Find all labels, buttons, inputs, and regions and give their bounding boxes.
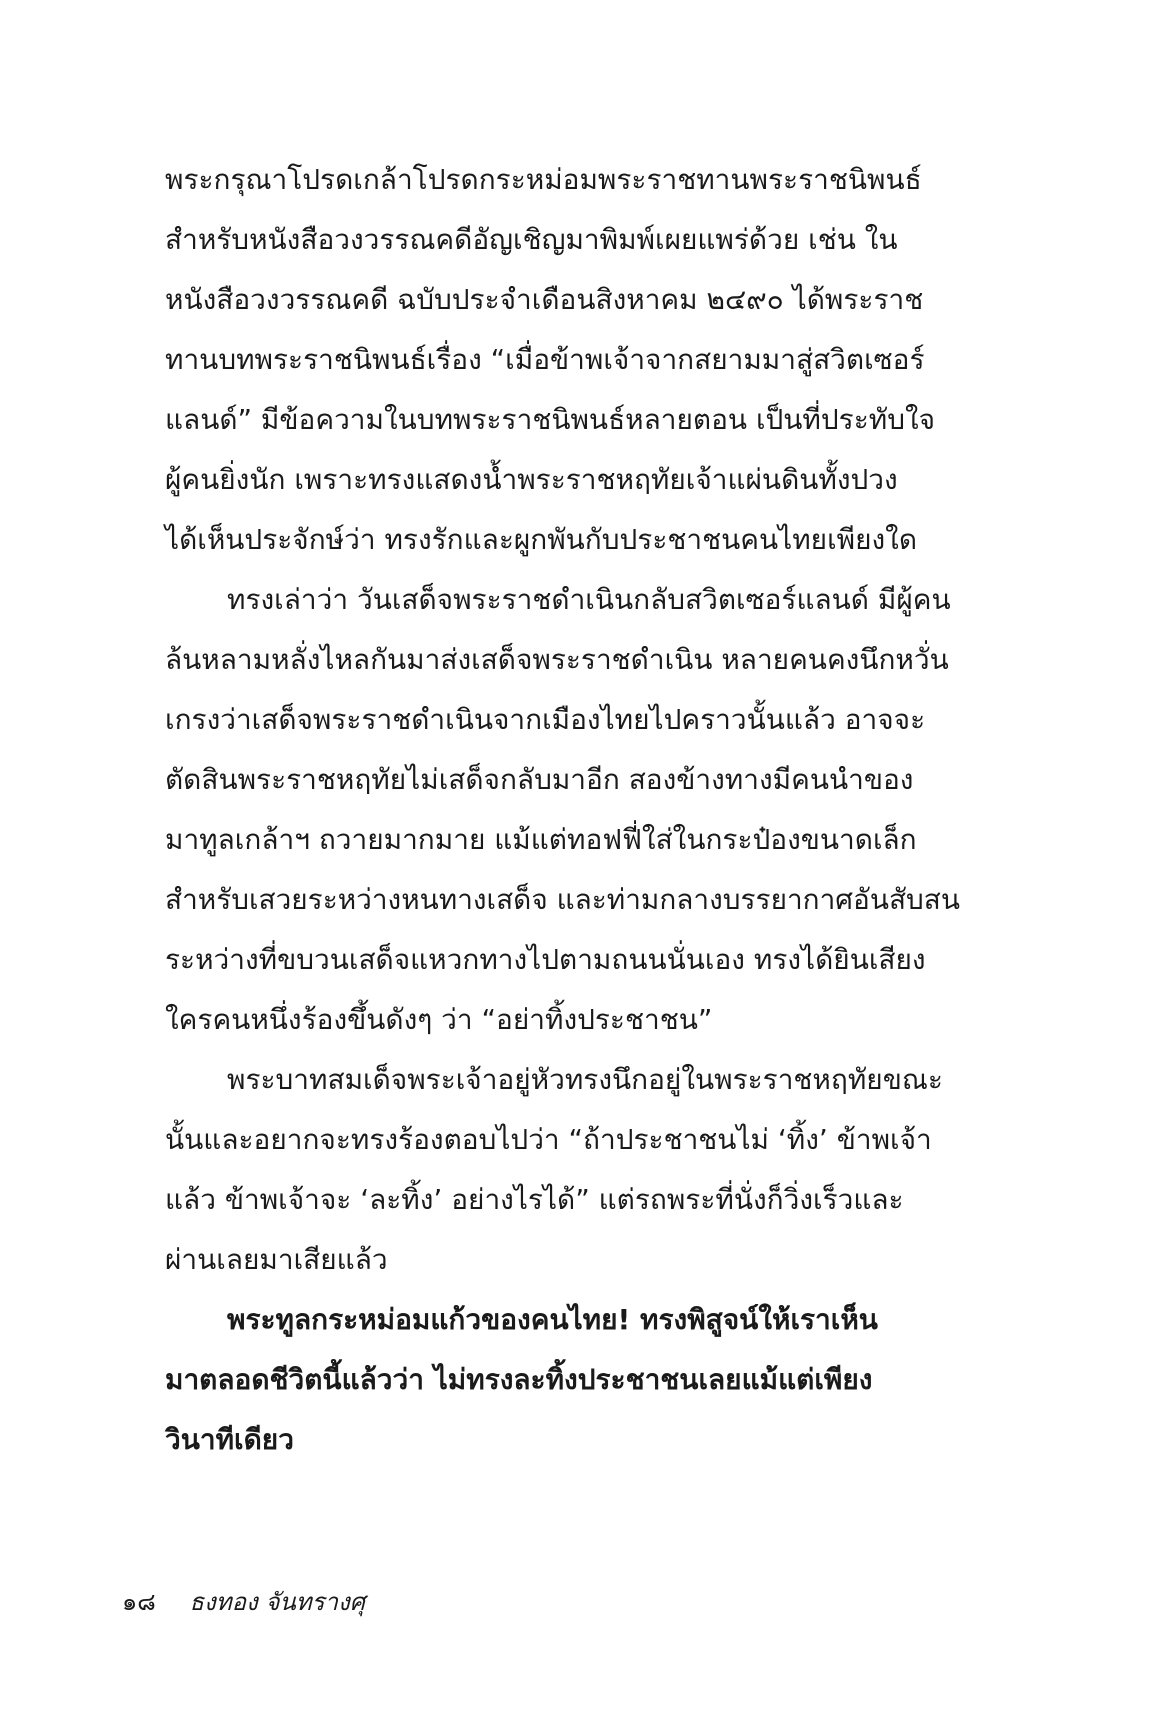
text-line: สำหรับหนังสือวงวรรณคดีอัญเชิญมาพิมพ์เผยแพร่ด้วย เช่น ใน <box>165 223 898 256</box>
text-line: พระทูลกระหม่อมแก้วของคนไทย! ทรงพิสูจน์ให้เราเห็น <box>227 1303 878 1336</box>
text-line: พระบาทสมเด็จพระเจ้าอยู่หัวทรงนึกอยู่ในพระราชหฤทัยขณะ <box>227 1063 943 1096</box>
text-line: แล้ว ข้าพเจ้าจะ ‘ละทิ้ง’ อย่างไรได้” แต่รถพระที่นั่งก็วิ่งเร็วและ <box>165 1183 904 1216</box>
page-number: ๑๘ <box>122 1588 156 1616</box>
text-line: ตัดสินพระราชหฤทัยไม่เสด็จกลับมาอีก สองข้างทางมีคนนำของ <box>165 763 914 796</box>
text-line: ได้เห็นประจักษ์ว่า ทรงรักและผูกพันกับประชาชนคนไทยเพียงใด <box>165 523 918 556</box>
text-line: แลนด์” มีข้อความในบทพระราชนิพนธ์หลายตอน เป็นที่ประทับใจ <box>165 403 936 436</box>
text-line: ผ่านเลยมาเสียแล้ว <box>165 1243 388 1276</box>
text-line: ทรงเล่าว่า วันเสด็จพระราชดำเนินกลับสวิตเซอร์แลนด์ มีผู้คน <box>227 583 951 616</box>
author-name: ธงทอง จันทรางศุ <box>189 1588 365 1616</box>
text-line: สำหรับเสวยระหว่างหนทางเสด็จ และท่ามกลางบรรยากาศอันสับสน <box>165 883 960 916</box>
text-line: มาทูลเกล้าฯ ถวายมากมาย แม้แต่ทอฟฟี่ใส่ในกระป๋องขนาดเล็ก <box>165 823 917 856</box>
text-line: วินาทีเดียว <box>165 1423 294 1456</box>
text-line: ล้นหลามหลั่งไหลกันมาส่งเสด็จพระราชดำเนิน หลายคนคงนึกหวั่น <box>165 643 949 676</box>
text-line: เกรงว่าเสด็จพระราชดำเนินจากเมืองไทยไปคราวนั้นแล้ว อาจจะ <box>165 703 926 736</box>
text-line: หนังสือวงวรรณคดี ฉบับประจำเดือนสิงหาคม ๒๔๙๐ ได้พระราช <box>165 283 924 316</box>
text-line: ระหว่างที่ขบวนเสด็จแหวกทางไปตามถนนนั่นเอง ทรงได้ยินเสียง <box>165 943 926 976</box>
text-line: ผู้คนยิ่งนัก เพราะทรงแสดงน้ำพระราชหฤทัยเจ้าแผ่นดินทั้งปวง <box>165 463 898 496</box>
text-line: พระกรุณาโปรดเกล้าโปรดกระหม่อมพระราชทานพระราชนิพนธ์ <box>165 163 922 196</box>
body-text <box>165 150 960 1470</box>
text-line: มาตลอดชีวิตนี้แล้วว่า ไม่ทรงละทิ้งประชาชนเลยแม้แต่เพียง <box>165 1363 873 1396</box>
text-line: ทานบทพระราชนิพนธ์เรื่อง “เมื่อข้าพเจ้าจากสยามมาสู่สวิตเซอร์ <box>165 343 925 376</box>
page-footer <box>122 1582 365 1622</box>
text-line: นั้นและอยากจะทรงร้องตอบไปว่า “ถ้าประชาชนไม่ ‘ทิ้ง’ ข้าพเจ้า <box>165 1123 932 1156</box>
text-line: ใครคนหนึ่งร้องขึ้นดังๆ ว่า “อย่าทิ้งประชาชน” <box>165 1003 713 1036</box>
